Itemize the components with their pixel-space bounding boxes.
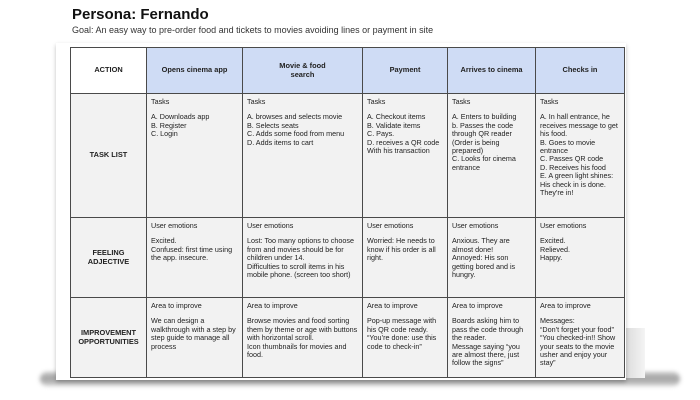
cell-task-list-2 bbox=[363, 94, 448, 218]
cell-line: A. Downloads app bbox=[151, 112, 210, 122]
cell-heading: Tasks bbox=[247, 97, 266, 106]
cell-line: A. Enters to building bbox=[452, 112, 517, 122]
cell-line: D. Adds items to cart bbox=[247, 137, 314, 147]
cell-heading: Tasks bbox=[151, 97, 170, 106]
cell-line: “You checked-in!! Show your seats to the movie usher and enjoy your stay” bbox=[540, 333, 616, 368]
cell-line: Pop-up message with his QR code ready. “You’re done: use this code to check-in” bbox=[367, 316, 437, 351]
cell-line: Difficulties to scroll items in his mobile phone. (screen too short) bbox=[247, 261, 351, 280]
cell-feeling-adjective-1 bbox=[243, 218, 363, 298]
cell-task-list-0 bbox=[147, 94, 243, 218]
stage-header-opens-app: Opens cinema app bbox=[147, 48, 243, 94]
cell-heading: Area to improve bbox=[151, 301, 202, 310]
stage-header-checks-in: Checks in bbox=[536, 48, 625, 94]
cell-improvement-opportunities-2 bbox=[363, 298, 448, 378]
cell-line: B. Goes to movie entrance bbox=[540, 137, 596, 156]
cell-heading: User emotions bbox=[151, 221, 198, 230]
stage-header-search-label: Movie & food search bbox=[279, 61, 326, 79]
cell-line: Relieved. bbox=[540, 244, 570, 254]
cell-line: Icon thumbnails for movies and food. bbox=[247, 341, 347, 360]
cell-line: A. Checkout items bbox=[367, 112, 426, 122]
stage-header-arrives: Arrives to cinema bbox=[448, 48, 536, 94]
cell-improvement-opportunities-4 bbox=[536, 298, 625, 378]
cell-heading: Tasks bbox=[540, 97, 559, 106]
cell-line: Excited. bbox=[540, 236, 566, 246]
cell-line: C. Passes QR code bbox=[540, 154, 604, 164]
cell-line: “Don’t forget your food” bbox=[540, 324, 614, 334]
persona-title: Persona: Fernando bbox=[72, 6, 209, 23]
cell-line: Message saying “you are almost there, just follow the signs” bbox=[452, 341, 520, 368]
cell-heading: User emotions bbox=[247, 221, 294, 230]
row-label-improvement-opportunities: IMPROVEMENT OPPORTUNITIES bbox=[71, 298, 147, 378]
cell-line: A. In hall entrance, he receives message to get his food. bbox=[540, 112, 618, 139]
cell-line: B. Validate items bbox=[367, 120, 421, 130]
cell-task-list-1 bbox=[243, 94, 363, 218]
row-label-feeling-adjective: FEELING ADJECTIVE bbox=[71, 218, 147, 298]
cell-improvement-opportunities-3 bbox=[448, 298, 536, 378]
cell-heading: User emotions bbox=[367, 221, 414, 230]
cell-line: D. receives a QR code With his transaction bbox=[367, 137, 440, 156]
cell-line: We can design a walkthrough with a step by step guide to manage all process bbox=[151, 316, 236, 351]
cell-line: E. A green light shines: His check in is done. They're in! bbox=[540, 171, 614, 198]
cell-line: C. Pays. bbox=[367, 129, 395, 139]
journey-sheet bbox=[56, 43, 626, 380]
cell-task-list-3 bbox=[448, 94, 536, 218]
cell-line: Confused: first time using the app. insecure. bbox=[151, 244, 233, 263]
cell-heading: User emotions bbox=[540, 221, 587, 230]
journey-map-table bbox=[70, 47, 625, 378]
cell-heading: User emotions bbox=[452, 221, 499, 230]
cell-task-list-4 bbox=[536, 94, 625, 218]
row-task-list bbox=[71, 94, 625, 218]
cell-line: Lost: Too many options to choose from and movies should be for children under 14. bbox=[247, 236, 354, 263]
cell-line: C. Login bbox=[151, 129, 178, 139]
cell-line: Worried: He needs to know if his order is all right. bbox=[367, 236, 436, 263]
cell-improvement-opportunities-0 bbox=[147, 298, 243, 378]
cell-line: C. Looks for cinema entrance bbox=[452, 154, 516, 172]
cell-line: Browse movies and food sorting them by theme or age with buttons with horizontal scroll. bbox=[247, 316, 358, 343]
cell-line: D. Receives his food bbox=[540, 162, 606, 172]
cell-line: Annoyed: His son getting bored and is hungry. bbox=[452, 253, 516, 280]
cell-line: Anxious. They are almost done! bbox=[452, 236, 510, 254]
cell-heading: Area to improve bbox=[247, 301, 298, 310]
cell-heading: Tasks bbox=[367, 97, 386, 106]
cell-line: B. Register bbox=[151, 120, 187, 130]
cell-improvement-opportunities-1 bbox=[243, 298, 363, 378]
cell-line: Happy. bbox=[540, 253, 563, 263]
stage-header-search bbox=[243, 48, 363, 94]
cell-feeling-adjective-3 bbox=[448, 218, 536, 298]
cell-feeling-adjective-0 bbox=[147, 218, 243, 298]
cell-heading: Tasks bbox=[452, 97, 471, 106]
cell-heading: Area to improve bbox=[540, 301, 591, 310]
cell-heading: Area to improve bbox=[367, 301, 418, 310]
cell-line: b. Passes the code through QR reader (Order is being prepared) bbox=[452, 120, 514, 156]
cell-line: B. Selects seats bbox=[247, 120, 299, 130]
cell-feeling-adjective-2 bbox=[363, 218, 448, 298]
cell-feeling-adjective-4 bbox=[536, 218, 625, 298]
persona-goal: Goal: An easy way to pre-order food and tickets to movies avoiding lines or payment in site bbox=[72, 25, 434, 35]
action-header: ACTION bbox=[71, 48, 147, 94]
cell-line: Boards asking him to pass the code through the reader. bbox=[452, 316, 524, 343]
cell-line: A. browses and selects movie bbox=[247, 112, 343, 122]
row-label-task-list: TASK LIST bbox=[71, 94, 147, 218]
stage-header-payment: Payment bbox=[363, 48, 448, 94]
cell-heading: Area to improve bbox=[452, 301, 503, 310]
cell-line: Messages: bbox=[540, 316, 575, 326]
row-improvement-opportunities bbox=[71, 298, 625, 378]
cell-line: C. Adds some food from menu bbox=[247, 129, 345, 139]
row-feeling-adjective bbox=[71, 218, 625, 298]
cell-line: Excited. bbox=[151, 236, 177, 246]
